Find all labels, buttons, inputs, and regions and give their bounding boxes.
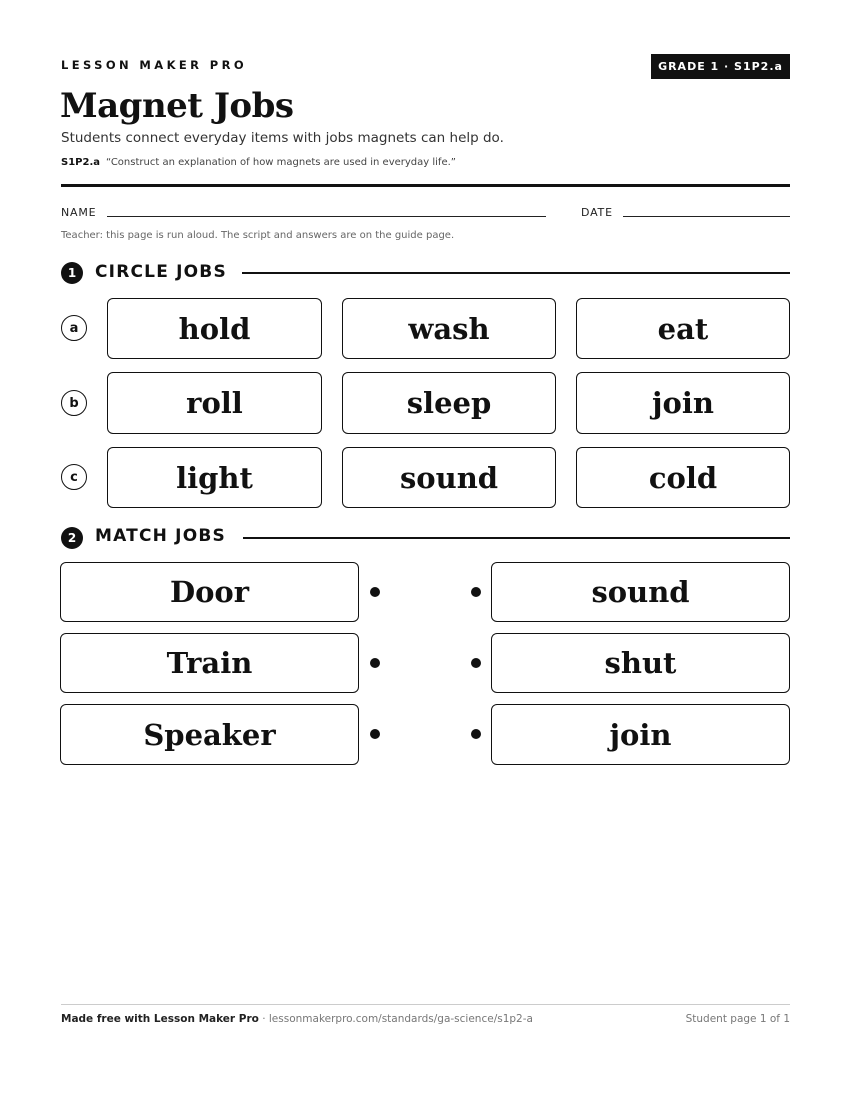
row-letter-a: a — [61, 315, 87, 341]
match-item-train[interactable]: Train — [60, 633, 359, 693]
match-dot-right[interactable] — [471, 587, 481, 597]
row-letter-b: b — [61, 390, 87, 416]
page-title: Magnet Jobs — [60, 86, 294, 126]
footer-made-with: Made free with Lesson Maker Pro — [61, 1013, 259, 1025]
match-dot-right[interactable] — [471, 729, 481, 739]
date-field[interactable] — [623, 216, 790, 217]
word-choice-roll[interactable]: roll — [107, 372, 322, 434]
teacher-note: Teacher: this page is run aloud. The script and answers are on the guide page. — [61, 230, 455, 241]
word-choice-join[interactable]: join — [576, 372, 790, 434]
footer-credit — [61, 1013, 533, 1025]
footer-divider — [61, 1004, 790, 1005]
word-choice-hold[interactable]: hold — [107, 298, 322, 359]
word-choice-eat[interactable]: eat — [576, 298, 790, 359]
word-choice-wash[interactable]: wash — [342, 298, 556, 359]
word-choice-sleep[interactable]: sleep — [342, 372, 556, 434]
match-dot-left[interactable] — [370, 587, 380, 597]
word-choice-cold[interactable]: cold — [576, 447, 790, 508]
match-item-speaker[interactable]: Speaker — [60, 704, 359, 765]
grade-badge: GRADE 1 · S1P2.a — [651, 54, 790, 79]
brand-name: LESSON MAKER PRO — [61, 58, 248, 72]
match-dot-right[interactable] — [471, 658, 481, 668]
section-title-match-jobs: MATCH JOBS — [95, 526, 226, 546]
section-title-circle-jobs: CIRCLE JOBS — [95, 262, 227, 282]
section-divider — [242, 272, 790, 274]
date-label: DATE — [581, 206, 613, 219]
word-choice-light[interactable]: light — [107, 447, 322, 508]
name-label: NAME — [61, 206, 97, 219]
section-number-2: 2 — [61, 527, 83, 549]
name-field[interactable] — [107, 216, 546, 217]
section-divider — [243, 537, 790, 539]
match-job-shut[interactable]: shut — [491, 633, 790, 693]
match-item-door[interactable]: Door — [60, 562, 359, 622]
page-subtitle: Students connect everyday items with jobs magnets can help do. — [61, 130, 504, 146]
match-job-sound[interactable]: sound — [491, 562, 790, 622]
footer-url[interactable]: · lessonmakerpro.com/standards/ga-science/s1p2-a — [262, 1013, 533, 1025]
standard-line — [61, 157, 456, 168]
row-letter-c: c — [61, 464, 87, 490]
footer-page-number: Student page 1 of 1 — [685, 1013, 790, 1025]
standard-text: “Construct an explanation of how magnets are used in everyday life.” — [106, 157, 456, 168]
match-job-join[interactable]: join — [491, 704, 790, 765]
match-dot-left[interactable] — [370, 658, 380, 668]
header-divider — [61, 184, 790, 187]
word-choice-sound[interactable]: sound — [342, 447, 556, 508]
section-number-1: 1 — [61, 262, 83, 284]
match-dot-left[interactable] — [370, 729, 380, 739]
standard-code: S1P2.a — [61, 157, 100, 168]
